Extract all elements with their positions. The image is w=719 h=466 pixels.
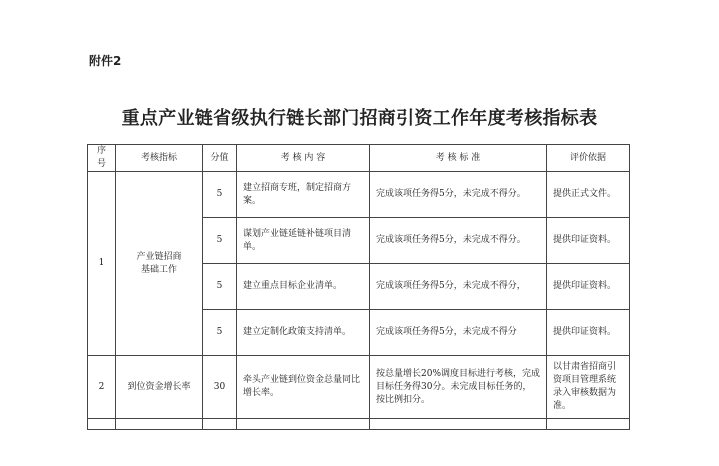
header-score: 分值 xyxy=(203,145,237,172)
item-basis: 以甘肃省招商引资项目管理系统录入审核数据为准。 xyxy=(547,356,630,419)
item-standard: 完成该项任务得5分，未完成不得分 xyxy=(370,310,547,356)
header-basis: 评价依据 xyxy=(547,145,630,172)
group-indicator: 产业链招商 基础工作 xyxy=(116,172,203,356)
page-title: 重点产业链省级执行链长部门招商引资工作年度考核指标表 xyxy=(121,108,598,129)
item-score: 5 xyxy=(203,218,237,264)
item-standard: 完成该项任务得5分，未完成不得分。 xyxy=(370,172,547,218)
item-basis: 提供印证资料。 xyxy=(547,218,630,264)
item-basis: 提供印证资料。 xyxy=(547,310,630,356)
item-content: 建立重点目标企业清单。 xyxy=(237,264,370,310)
item-standard: 完成该项任务得5分，未完成不得分， xyxy=(370,264,547,310)
table-row xyxy=(88,356,630,419)
item-basis: 提供印证资料。 xyxy=(547,264,630,310)
item-content: 牵头产业链到位资金总量同比增长率。 xyxy=(237,356,370,419)
header-indicator: 考核指标 xyxy=(116,145,203,172)
group-indicator: 到位资金增长率 xyxy=(116,356,203,419)
table-header-row xyxy=(88,145,630,172)
item-basis: 提供正式文件。 xyxy=(547,172,630,218)
group-seq: 2 xyxy=(88,356,116,419)
item-standard: 完成该项任务得5分，未完成不得分。 xyxy=(370,218,547,264)
header-standard: 考 核 标 准 xyxy=(370,145,547,172)
item-score: 30 xyxy=(203,356,237,419)
item-score: 5 xyxy=(203,310,237,356)
item-score: 5 xyxy=(203,172,237,218)
item-score: 5 xyxy=(203,264,237,310)
assessment-table xyxy=(87,144,630,430)
table-row-blank xyxy=(88,419,630,430)
item-content: 建立定制化政策支持清单。 xyxy=(237,310,370,356)
table-row xyxy=(88,172,630,218)
header-content: 考 核 内 容 xyxy=(237,145,370,172)
item-standard: 按总量增长20%调度目标进行考核，完成目标任务得30分。未完成目标任务的，按比例扣分。 xyxy=(370,356,547,419)
item-content: 谋划产业链延链补链项目清单。 xyxy=(237,218,370,264)
group-seq: 1 xyxy=(88,172,116,356)
header-seq: 序号 xyxy=(88,145,116,172)
attachment-label: 附件2 xyxy=(89,54,122,68)
item-content: 建立招商专班，制定招商方案。 xyxy=(237,172,370,218)
